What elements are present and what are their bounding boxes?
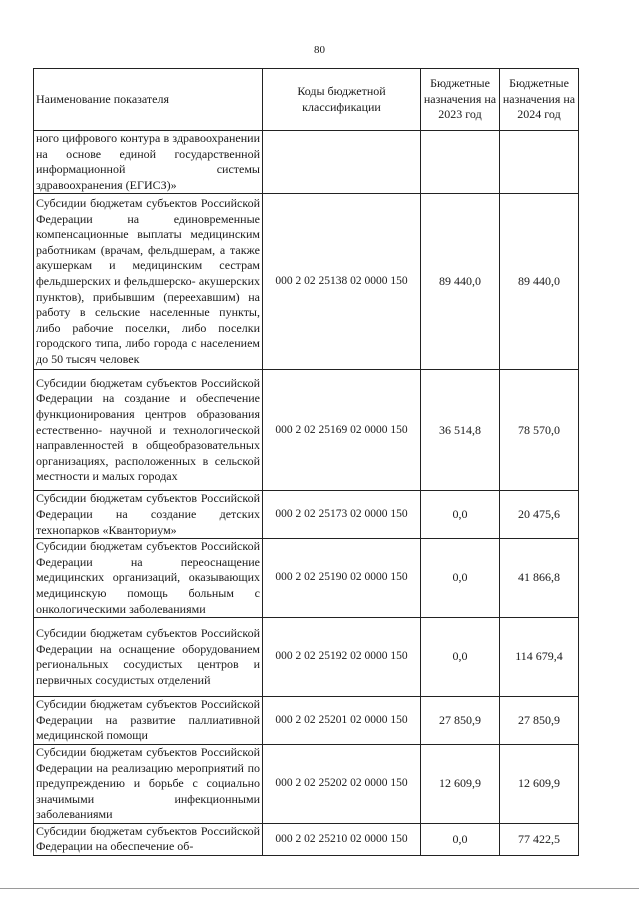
row-classification-code: 000 2 02 25201 02 0000 150 [263,697,421,745]
row-classification-code: 000 2 02 25190 02 0000 150 [263,539,421,618]
row-amount-2023: 12 609,9 [421,744,500,823]
row-amount-2023 [421,131,500,194]
table-row [34,194,579,370]
page-number: 80 [314,44,325,56]
row-indicator-name: Субсидии бюджетам субъектов Российской Федерации на обеспечение об- [34,823,263,855]
row-amount-2024: 27 850,9 [500,697,579,745]
row-classification-code: 000 2 02 25192 02 0000 150 [263,618,421,697]
row-classification-code: 000 2 02 25202 02 0000 150 [263,744,421,823]
row-amount-2024: 89 440,0 [500,194,579,370]
row-amount-2024: 78 570,0 [500,370,579,491]
header-allocations-2024: Бюджетные назначения на 2024 год [500,69,579,131]
table-row [34,370,579,491]
table-row [34,744,579,823]
row-classification-code: 000 2 02 25210 02 0000 150 [263,823,421,855]
row-amount-2023: 27 850,9 [421,697,500,745]
header-classification-codes: Коды бюджетной классификации [263,69,421,131]
table-row [34,131,579,194]
header-indicator-name: Наименование показателя [34,69,263,131]
table-header-row [34,69,579,131]
row-amount-2024: 114 679,4 [500,618,579,697]
scan-edge-line [0,888,639,889]
row-amount-2024: 20 475,6 [500,491,579,539]
row-amount-2023: 0,0 [421,539,500,618]
row-amount-2024: 12 609,9 [500,744,579,823]
row-indicator-name: Субсидии бюджетам субъектов Российской Федерации на единовременные компенсационные выплаты медицинским работникам (врачам, фельдшерам, а также акушеркам и медицинским сестрам фельдшерских и фельдшерско- акушерских пунктов), прибывшим (переехавшим) на работу в сельские населенные пункты, либо рабочие поселки, либо поселки городского типа, либо города с населением до 50 тысяч человек [34,194,263,370]
row-amount-2023: 36 514,8 [421,370,500,491]
row-amount-2023: 89 440,0 [421,194,500,370]
row-classification-code: 000 2 02 25138 02 0000 150 [263,194,421,370]
row-amount-2023: 0,0 [421,823,500,855]
row-indicator-name: ного цифрового контура в здравоохранении на основе единой государственной информационной системы здравоохранения (ЕГИСЗ)» [34,131,263,194]
row-classification-code [263,131,421,194]
table-row [34,618,579,697]
row-amount-2024: 77 422,5 [500,823,579,855]
table-row [34,539,579,618]
header-allocations-2023: Бюджетные назначения на 2023 год [421,69,500,131]
row-indicator-name: Субсидии бюджетам субъектов Российской Федерации на развитие паллиативной медицинской помощи [34,697,263,745]
row-amount-2023: 0,0 [421,491,500,539]
row-amount-2024 [500,131,579,194]
table-row [34,697,579,745]
row-indicator-name: Субсидии бюджетам субъектов Российской Федерации на переоснащение медицинских организаций, оказывающих медицинскую помощь больным с онкологическими заболеваниями [34,539,263,618]
row-classification-code: 000 2 02 25173 02 0000 150 [263,491,421,539]
row-indicator-name: Субсидии бюджетам субъектов Российской Федерации на создание детских технопарков «Кванториум» [34,491,263,539]
row-indicator-name: Субсидии бюджетам субъектов Российской Федерации на оснащение оборудованием региональных сосудистых центров и первичных сосудистых отделений [34,618,263,697]
table-row [34,823,579,855]
budget-table [33,68,579,856]
table-row [34,491,579,539]
row-amount-2024: 41 866,8 [500,539,579,618]
row-indicator-name: Субсидии бюджетам субъектов Российской Федерации на создание и обеспечение функционирования центров образования естественно- научной и технологической направленностей в общеобразовательных организациях, расположенных в сельской местности и малых городах [34,370,263,491]
row-indicator-name: Субсидии бюджетам субъектов Российской Федерации на реализацию мероприятий по предупреждению и борьбе с социально значимыми инфекционными заболеваниями [34,744,263,823]
row-amount-2023: 0,0 [421,618,500,697]
row-classification-code: 000 2 02 25169 02 0000 150 [263,370,421,491]
